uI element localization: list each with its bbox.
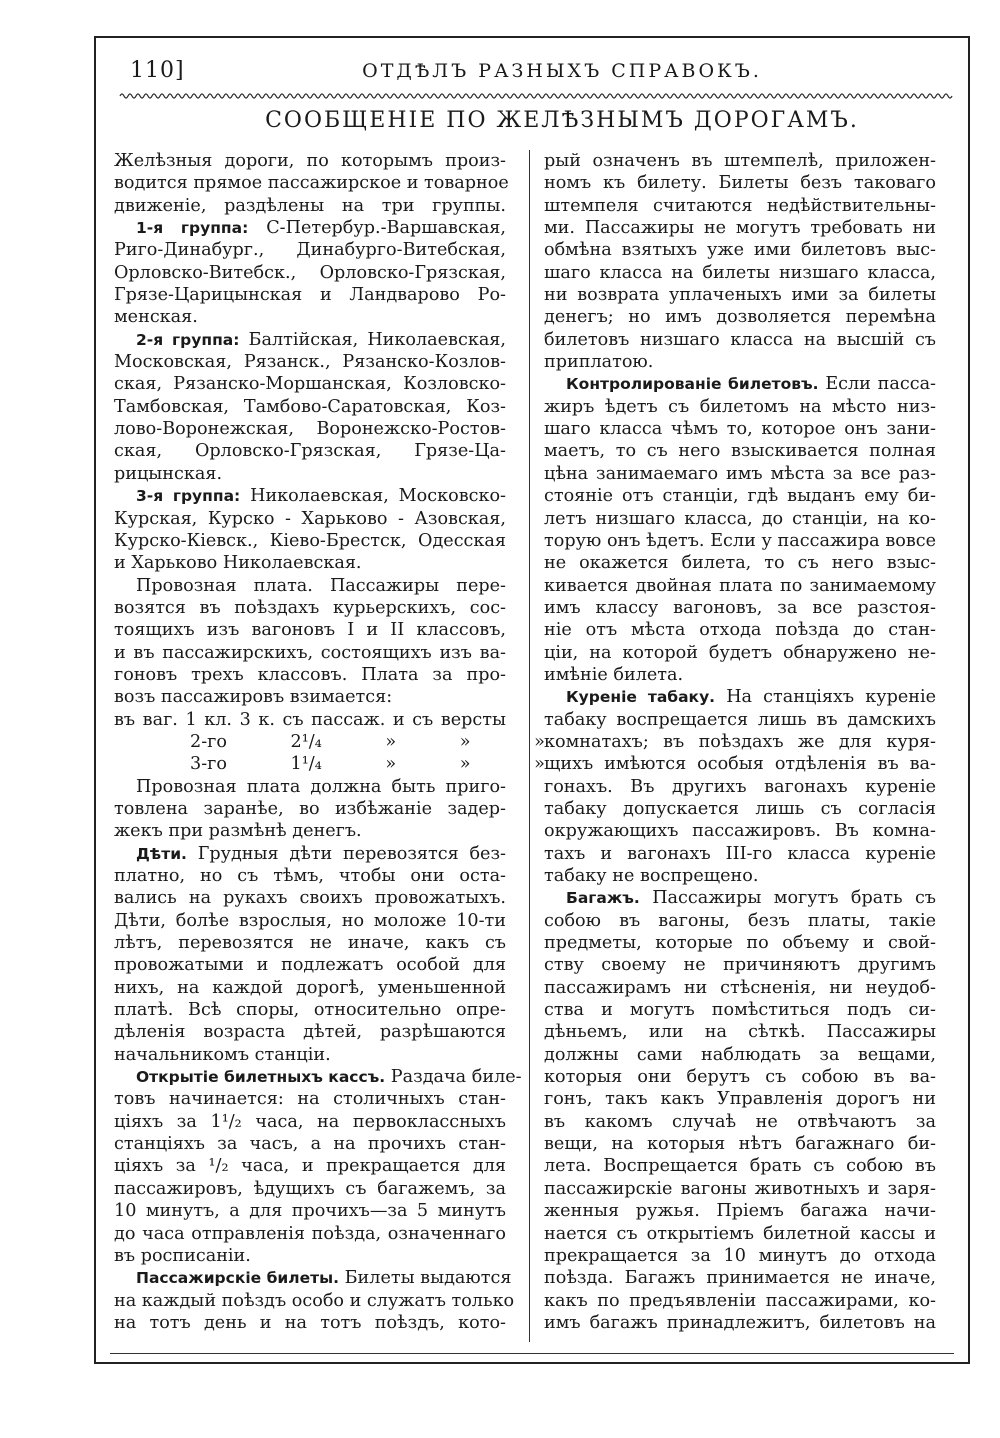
text-line: на каждый поѣздъ особо и служатъ только — [114, 1290, 515, 1311]
heading-group-1: 1-я группа: — [136, 219, 249, 238]
text-line: какъ по предъявленіи пассажирами, ко- — [544, 1290, 936, 1311]
text-line: пассажирскіе вагоны животныхъ и заря- — [544, 1178, 936, 1199]
text-span: Билеты выдаются — [344, 1268, 512, 1289]
text-line: ніе отъ мѣста отхода поѣзда до стан- — [544, 620, 936, 641]
text-line — [544, 686, 936, 708]
fare-row-3: 3-го 1¹/₄ » » » — [190, 754, 545, 775]
text-span: Грудныя дѣти перевозятся без- — [197, 843, 506, 864]
text-line: имъ классу вагоновъ, за все разстоя- — [544, 597, 936, 618]
text-line: стояніе отъ станціи, гдѣ выданъ ему би- — [544, 486, 936, 507]
text-line — [114, 843, 506, 865]
text-span: Пассажиры могутъ брать съ — [652, 888, 937, 909]
text-line: имъ багажъ принадлежитъ, билетовъ на — [544, 1312, 936, 1333]
left-column — [114, 150, 545, 1334]
text-line: торую онъ ѣдетъ. Если у пассажира вовсе — [544, 530, 936, 551]
text-line: табаку допускается лишь съ согласія — [544, 798, 936, 819]
text-line: нихъ, на каждой дорогѣ, уменьшенной — [114, 977, 506, 998]
section-title: СООБЩЕНІЕ ПО ЖЕЛѢЗНЫМЪ ДОРОГАМЪ. — [265, 108, 859, 133]
text-line: станціяхъ за часъ, а на прочихъ стан- — [114, 1134, 506, 1155]
text-line: табаку воспрещается лишь въ дамскихъ — [544, 709, 936, 730]
text-line: на тотъ день и на тотъ поѣздъ, кото- — [114, 1312, 506, 1333]
text-line — [544, 373, 936, 395]
text-line: летъ низшаго класса, до станціи, на ко- — [544, 508, 936, 529]
text-line — [114, 217, 506, 239]
text-line: ми. Пассажиры не могутъ требовать ни — [544, 218, 936, 239]
text-line: ская, Рязанско-Моршанская, Козловско- — [114, 374, 506, 395]
text-line: обмѣна взятыхъ уже ими билетовъ выс- — [544, 240, 936, 261]
text-line — [114, 329, 506, 351]
text-line: вались на рукахъ своихъ провожатыхъ. — [114, 888, 506, 909]
text-line: ни возврата уплаченыхъ ими за билеты — [544, 285, 936, 306]
text-line: не окажется билета, то съ него взыс- — [544, 553, 936, 574]
text-line: прекращается за 10 минутъ до отхода — [544, 1245, 936, 1266]
text-line: ціяхъ за 1¹/₂ часа, на первоклассныхъ — [114, 1111, 506, 1132]
text-line: жекъ при размѣнѣ денегъ. — [114, 821, 362, 842]
text-line: ская, Орловско-Грязская, Грязе-Ца- — [114, 441, 506, 462]
page-number: 110] — [130, 58, 185, 83]
text-line: гоновъ трехъ классовъ. Плата за про- — [114, 664, 506, 685]
text-line: денегъ; но имъ дозволяется перемѣна — [544, 307, 936, 328]
text-line: въ росписаніи. — [114, 1245, 251, 1266]
text-line: до часа отправленія поѣзда, означеннаго — [114, 1223, 506, 1244]
text-span: Балтійская, Николаевская, — [248, 329, 506, 350]
text-line — [114, 1267, 512, 1289]
bottom-rule — [110, 1353, 954, 1354]
heading-baggage: Багажъ. — [566, 889, 640, 908]
text-line: движеніе, раздѣлены на три группы. — [114, 195, 506, 216]
text-line: 10 минутъ, а для прочихъ—за 5 минутъ — [114, 1201, 506, 1222]
text-line: тахъ и вагонахъ III-го класса куреніе — [544, 843, 936, 864]
text-line: возятся въ поѣздахъ курьерскихъ, сос- — [114, 597, 506, 618]
text-line: предметы, которые по объему и свой- — [544, 933, 936, 954]
text-line: Курско-Кіевск., Кіево-Брестск, Одесская — [114, 530, 506, 551]
text-line: жиръ ѣдетъ съ билетомъ на мѣсто низ- — [544, 396, 936, 417]
text-line: дѣленія возраста дѣтей, разрѣшаются — [114, 1022, 506, 1043]
text-line: окружающихъ пассажировъ. Въ комна- — [544, 821, 936, 842]
text-span: Николаевская, Московско- — [250, 486, 506, 507]
text-line: возъ пассажировъ взимается: — [114, 687, 393, 708]
text-line: Грязе-Царицынская и Ландварово Ро- — [114, 285, 506, 306]
text-line: Желѣзныя дороги, по которымъ произ- — [114, 151, 506, 171]
text-span: Если пасса- — [825, 374, 936, 395]
text-line: платѣ. Всѣ споры, относительно опре- — [114, 1000, 506, 1021]
heading-passenger-tickets: Пассажирскіе билеты. — [136, 1269, 340, 1288]
text-line: цѣна занимаемаго имъ мѣста за все раз- — [544, 463, 936, 484]
text-line: Провозная плата. Пассажиры пере- — [136, 575, 506, 596]
page-header — [96, 52, 968, 92]
text-line: табаку не воспрещено. — [544, 866, 759, 886]
text-line: лета. Воспрещается брать съ собою въ — [544, 1156, 936, 1177]
text-line: которыя они берутъ съ собою въ ва- — [544, 1067, 936, 1088]
text-line: комнатахъ; въ поѣздахъ же для куря- — [544, 731, 936, 752]
text-line: приплатою. — [544, 352, 654, 373]
text-line — [114, 1066, 522, 1088]
text-line: номъ къ билету. Билеты безъ таковаго — [544, 173, 936, 194]
text-line: должны сами наблюдать за вещами, — [544, 1044, 936, 1065]
text-line: ціяхъ за ¹/₂ часа, и прекращается для — [114, 1156, 506, 1177]
text-line: маетъ, то съ него взыскивается полная — [544, 441, 936, 462]
text-line: ціи, на которой будетъ обнаружено не- — [544, 642, 936, 663]
text-line: ства и могутъ помѣститься подъ си- — [544, 1000, 936, 1021]
text-line: рый означенъ въ штемпелѣ, приложен- — [544, 151, 936, 171]
text-line — [114, 485, 506, 507]
running-head: ОТДѢЛЪ РАЗНЫХЪ СПРАВОКЪ. — [362, 60, 762, 82]
column-divider — [529, 150, 530, 1342]
heading-group-3: 3-я группа: — [136, 487, 241, 506]
text-line: Тамбовская, Тамбово-Саратовская, Коз- — [114, 396, 506, 417]
text-span: С-Петербур.-Варшавская, — [266, 218, 506, 239]
text-line: рицынская. — [114, 463, 223, 484]
heading-children: Дѣти. — [136, 844, 187, 863]
printed-page — [94, 36, 970, 1364]
right-column — [544, 150, 936, 1334]
text-line: и Харьково Николаевская. — [114, 553, 362, 574]
text-line: лѣтъ, перевозятся не иначе, какъ съ — [114, 933, 506, 954]
text-line: штемпеля считаются недѣйствительны- — [544, 195, 936, 216]
text-span: Раздача биле- — [390, 1067, 522, 1088]
text-line: Риго-Динабург., Динабурго-Витебская, — [114, 240, 506, 261]
text-span: На станціяхъ куреніе — [726, 687, 937, 708]
fare-row-2: 2-го 2¹/₄ » » » — [190, 731, 545, 752]
text-line: лово-Воронежская, Воронежско-Ростов- — [114, 419, 506, 440]
text-line: и въ пассажирскихъ, состоящихъ изъ ва- — [114, 642, 506, 663]
text-line: имѣніе билета. — [544, 664, 684, 685]
text-line: щихъ имѣются особыя отдѣленія въ ва- — [544, 754, 936, 775]
text-line: ству своему не причиняютъ другимъ — [544, 955, 936, 976]
text-line: менская. — [114, 307, 198, 328]
heading-ticket-offices: Открытіе билетныхъ кассъ. — [136, 1068, 386, 1087]
text-line: пассажирамъ ни стѣсненія, ни неудоб- — [544, 977, 936, 998]
text-line: нается съ открытіемъ билетной кассы и — [544, 1223, 936, 1244]
text-line: гонъ, такъ какъ Управленія дорогъ ни — [544, 1089, 936, 1110]
text-line: Провозная плата должна быть приго- — [136, 776, 506, 797]
text-line: товъ начинается: на столичныхъ стан- — [114, 1089, 506, 1110]
text-line: провожатыми и подлежатъ особой для — [114, 955, 506, 976]
text-line — [544, 887, 936, 909]
text-line: билетовъ низшаго класса на высшій съ — [544, 329, 936, 350]
text-line: тоящихъ изъ вагоновъ I и II классовъ, — [114, 620, 506, 641]
text-line: шаго класса чѣмъ то, которое онъ зани- — [544, 419, 936, 440]
text-line: дѣньемъ, или на сѣткѣ. Пассажиры — [544, 1022, 936, 1043]
wavy-rule — [120, 92, 952, 100]
text-line: Курская, Курско - Харьково - Азовская, — [114, 508, 506, 529]
text-line: вещи, на которыя нѣтъ багажнаго би- — [544, 1134, 936, 1155]
text-line: въ какомъ случаѣ не отвѣчаютъ за — [544, 1111, 936, 1132]
text-line: женныя ружья. Пріемъ багажа начи- — [544, 1201, 936, 1222]
text-line: платно, но съ тѣмъ, чтобы они оста- — [114, 866, 506, 886]
text-line: Дѣти, болѣе взрослыя, но моложе 10-ти — [114, 910, 506, 931]
text-line: товлена заранѣе, во избѣжаніе задер- — [114, 798, 506, 819]
text-line: начальникомъ станціи. — [114, 1044, 331, 1065]
text-line: поѣзда. Багажъ принимается не иначе, — [544, 1268, 936, 1289]
heading-ticket-control: Контролированіе билетовъ. — [566, 375, 819, 394]
text-line: водится прямое пассажирское и товарное — [114, 173, 509, 194]
heading-group-2: 2-я группа: — [136, 330, 240, 349]
fare-row-1: въ ваг. 1 кл. 3 к. съ пассаж. и съ версты — [114, 709, 506, 730]
text-line: шаго класса на билеты низшаго класса, — [544, 262, 936, 283]
text-line: Орловско-Витебск., Орловско-Грязская, — [114, 262, 506, 283]
text-line: Московская, Рязанск., Рязанско-Козлов- — [114, 352, 506, 373]
text-line: собою въ вагоны, безъ платы, такіе — [544, 910, 936, 931]
text-line: гонахъ. Въ другихъ вагонахъ куреніе — [544, 776, 936, 797]
text-line: пассажировъ, ѣдущихъ съ багажемъ, за — [114, 1178, 506, 1199]
text-line: кивается двойная плата по занимаемому — [544, 575, 936, 596]
heading-smoking: Куреніе табаку. — [566, 688, 716, 707]
